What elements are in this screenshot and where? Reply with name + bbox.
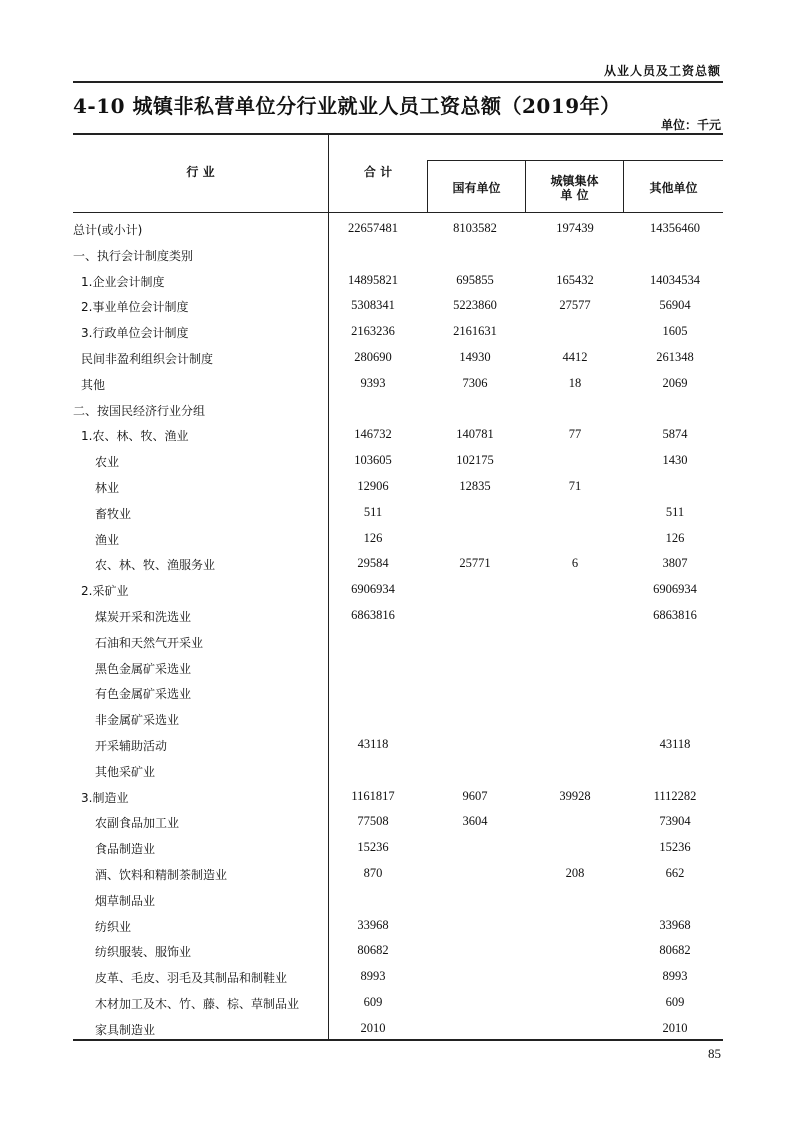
cell-total: 1161817 (351, 788, 395, 803)
row-label: 农业 (95, 455, 120, 470)
cell-state-owned: 140781 (456, 427, 494, 442)
cell-state-owned: 7306 (462, 375, 488, 390)
table-row (73, 628, 723, 654)
row-label: 1.农、林、牧、渔业 (81, 429, 189, 444)
cell-collective: 18 (568, 375, 582, 390)
table-row (73, 473, 723, 499)
cell-collective: 77 (568, 427, 582, 442)
cell-other: 3807 (662, 556, 688, 571)
row-label: 其他采矿业 (95, 764, 156, 779)
row-label: 烟草制品业 (95, 893, 156, 908)
row-label: 畜牧业 (95, 506, 132, 521)
cell-total: 43118 (357, 737, 389, 751)
table-row (73, 344, 723, 370)
cell-total: 2163236 (351, 324, 395, 339)
table-row (73, 602, 723, 628)
cell-total: 609 (363, 995, 383, 1009)
column-header-collective (526, 174, 623, 202)
table-row (73, 215, 723, 241)
cell-other: 2010 (662, 1020, 688, 1035)
cell-total: 6906934 (351, 582, 395, 597)
row-label: 开采辅助活动 (95, 739, 168, 753)
table-row (73, 654, 723, 680)
column-header-industry: 行 业 (186, 165, 215, 179)
table-row (73, 731, 723, 757)
row-label: 有色金属矿采选业 (95, 687, 192, 702)
table-row (73, 679, 723, 705)
cell-other: 1605 (662, 324, 688, 339)
table-row (73, 370, 723, 396)
cell-other: 43118 (659, 737, 691, 751)
table-row (73, 421, 723, 447)
row-label: 煤炭开采和洗选业 (95, 610, 192, 624)
running-header: 从业人员及工资总额 (603, 64, 721, 78)
table-row (73, 783, 723, 809)
table-row (73, 834, 723, 860)
cell-total: 511 (363, 504, 383, 519)
table-row (73, 525, 723, 551)
table-bottom-rule (73, 1039, 723, 1041)
cell-state-owned: 9607 (462, 788, 488, 803)
row-label: 林业 (95, 481, 120, 495)
cell-collective: 27577 (559, 298, 591, 313)
row-label: 总计(或小计) (73, 223, 143, 237)
table-row (73, 318, 723, 344)
cell-collective: 197439 (556, 221, 594, 235)
cell-other: 6863816 (653, 608, 697, 622)
row-label: 2.事业单位会计制度 (81, 300, 189, 315)
row-label: 3.行政单位会计制度 (81, 326, 189, 341)
row-label: 一、执行会计制度类别 (73, 248, 194, 263)
unit-label: 单位：千元 (660, 118, 721, 132)
cell-collective: 165432 (556, 272, 594, 287)
row-label: 木材加工及木、竹、藤、棕、草制品业 (95, 997, 300, 1011)
cell-other: 511 (665, 504, 685, 519)
row-label: 3.制造业 (81, 790, 129, 805)
column-header-total: 合 计 (363, 165, 393, 179)
cell-collective: 4412 (562, 350, 588, 364)
row-label: 渔业 (95, 532, 120, 547)
cell-total: 22657481 (348, 221, 398, 235)
cell-total: 280690 (354, 350, 392, 364)
table-row (73, 447, 723, 473)
cell-other: 14034534 (650, 272, 700, 287)
cell-state-owned: 5223860 (453, 298, 497, 313)
cell-total: 8993 (360, 969, 386, 984)
table-row (73, 499, 723, 525)
column-header-other: 其他单位 (649, 181, 698, 195)
table-row (73, 241, 723, 267)
row-label: 黑色金属矿采选业 (95, 661, 192, 676)
table-row (73, 757, 723, 783)
column-header-state-owned: 国有单位 (452, 181, 501, 195)
cell-other: 6906934 (653, 582, 697, 597)
row-label: 石油和天然气开采业 (95, 635, 204, 650)
table-row (73, 912, 723, 938)
cell-other: 609 (665, 995, 685, 1009)
cell-total: 15236 (357, 840, 389, 855)
cell-other: 1430 (662, 453, 688, 468)
row-label: 农副食品加工业 (95, 816, 180, 831)
table-row (73, 1015, 723, 1041)
page-number: 85 (708, 1046, 721, 1061)
column-header-collective-line1: 城镇集体 (550, 174, 599, 188)
table-top-rule (73, 133, 723, 135)
cell-state-owned: 102175 (456, 453, 494, 468)
row-label: 农、林、牧、渔服务业 (95, 558, 216, 573)
header-bottom-rule (73, 212, 723, 213)
cell-total: 5308341 (351, 298, 395, 313)
cell-other: 2069 (662, 375, 688, 390)
cell-state-owned: 8103582 (453, 221, 497, 235)
table-row (73, 292, 723, 318)
table-row (73, 886, 723, 912)
row-label: 家具制造业 (95, 1022, 156, 1037)
cell-total: 14895821 (348, 272, 398, 287)
table-row (73, 576, 723, 602)
cell-state-owned: 12835 (459, 479, 491, 493)
cell-total: 870 (363, 866, 383, 880)
subheader-rule (427, 160, 723, 161)
table-row (73, 267, 723, 293)
cell-total: 146732 (354, 427, 392, 442)
cell-other: 662 (665, 866, 685, 880)
table-title: 4-10 城镇非私营单位分行业就业人员工资总额（2019年） (73, 94, 621, 118)
table-row (73, 937, 723, 963)
cell-total: 12906 (357, 479, 389, 493)
cell-other: 15236 (659, 840, 691, 855)
cell-other: 261348 (656, 350, 694, 364)
row-label: 2.采矿业 (81, 584, 129, 599)
cell-other: 126 (665, 530, 685, 545)
table-row (73, 963, 723, 989)
cell-other: 1112282 (653, 788, 697, 803)
cell-other: 33968 (659, 917, 691, 932)
table-row (73, 705, 723, 731)
row-label: 二、按国民经济行业分组 (73, 403, 206, 418)
cell-collective: 71 (568, 479, 582, 493)
cell-other: 56904 (659, 298, 691, 313)
table-row (73, 396, 723, 422)
cell-state-owned: 2161631 (453, 324, 497, 339)
cell-collective: 39928 (559, 788, 591, 803)
cell-total: 33968 (357, 917, 389, 932)
cell-state-owned: 3604 (462, 814, 488, 829)
cell-other: 80682 (659, 943, 691, 958)
cell-other: 8993 (662, 969, 688, 984)
cell-state-owned: 25771 (459, 556, 491, 571)
column-header-collective-line2: 单 位 (560, 188, 589, 202)
table-row (73, 989, 723, 1015)
cell-total: 2010 (360, 1020, 386, 1035)
cell-other: 73904 (659, 814, 691, 829)
row-label: 1.企业会计制度 (81, 274, 165, 289)
row-label: 食品制造业 (95, 842, 156, 857)
cell-total: 6863816 (351, 608, 395, 622)
row-label: 皮革、毛皮、羽毛及其制品和制鞋业 (95, 971, 288, 986)
cell-total: 77508 (357, 814, 389, 829)
cell-state-owned: 14930 (459, 350, 491, 364)
row-label: 酒、饮料和精制茶制造业 (95, 868, 228, 882)
cell-state-owned: 695855 (456, 272, 494, 287)
table-row (73, 808, 723, 834)
cell-total: 103605 (354, 453, 392, 468)
cell-other: 14356460 (650, 221, 700, 235)
cell-collective: 208 (565, 866, 585, 880)
table-row (73, 860, 723, 886)
row-label: 纺织服装、服饰业 (95, 945, 192, 960)
row-label: 纺织业 (95, 919, 132, 934)
cell-other: 5874 (662, 427, 688, 442)
cell-collective: 6 (571, 556, 579, 571)
row-label: 非金属矿采选业 (95, 713, 180, 728)
row-label: 民间非盈利组织会计制度 (81, 352, 214, 366)
cell-total: 80682 (357, 943, 389, 958)
cell-total: 9393 (360, 375, 386, 390)
row-label: 其他 (81, 377, 106, 392)
header-rule (73, 81, 723, 83)
cell-total: 29584 (357, 556, 389, 571)
table-row (73, 550, 723, 576)
cell-total: 126 (363, 530, 383, 545)
